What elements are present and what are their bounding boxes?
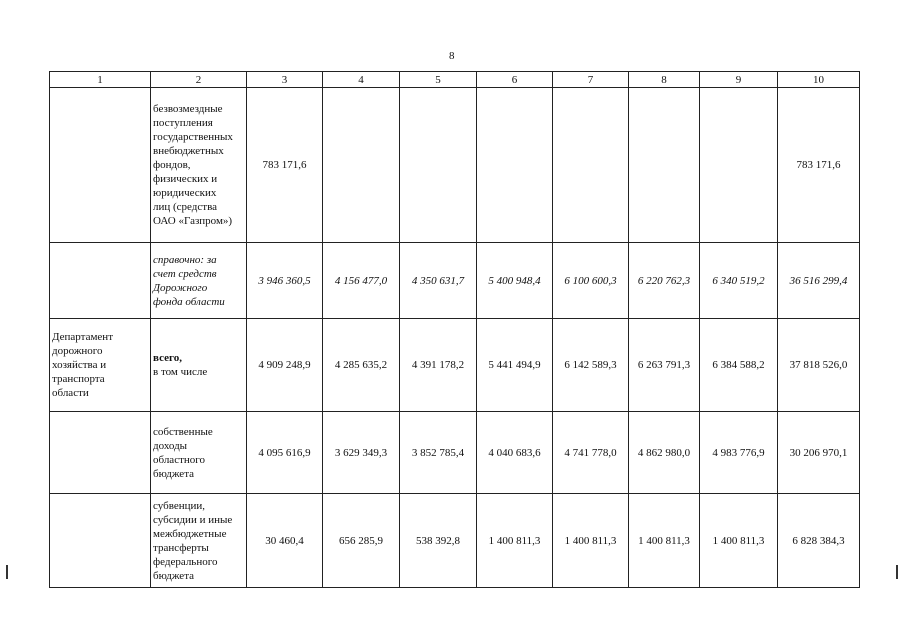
value-cell: [553, 88, 629, 243]
scan-edge-mark: [896, 565, 898, 579]
description-line: доходы: [153, 439, 188, 452]
department-line: области: [52, 387, 89, 399]
department-line: транспорта: [52, 373, 105, 385]
description-line: физических и: [153, 173, 218, 185]
page-number: 8: [449, 50, 455, 62]
department-cell: [50, 319, 151, 412]
value-cell: 3 946 360,5: [247, 243, 323, 319]
value-cell: [323, 88, 400, 243]
description-line: юридических: [153, 187, 217, 199]
column-number: 10: [778, 72, 860, 88]
description-line: собственные: [153, 425, 213, 438]
value-cell: 6 220 762,3: [629, 243, 700, 319]
description-line: счет средств: [153, 267, 217, 280]
description-line: безвозмездные: [153, 103, 223, 115]
department-cell: [50, 243, 151, 319]
description-line: поступления: [153, 117, 213, 129]
table-row: [50, 319, 860, 412]
column-number: 5: [400, 72, 477, 88]
description-line: межбюджетные: [153, 527, 227, 540]
description-line: фонда области: [153, 295, 225, 308]
table-row: [50, 88, 860, 243]
description-cell: [151, 243, 247, 319]
value-cell: 1 400 811,3: [553, 494, 629, 588]
value-cell: 36 516 299,4: [778, 243, 860, 319]
value-cell: 1 400 811,3: [629, 494, 700, 588]
value-cell: 6 100 600,3: [553, 243, 629, 319]
department-cell: [50, 88, 151, 243]
description-line: субсидии и иные: [153, 513, 233, 526]
department-line: дорожного: [52, 345, 103, 357]
column-number: 1: [50, 72, 151, 88]
description-cell: [151, 88, 247, 243]
column-number: 6: [477, 72, 553, 88]
scan-edge-mark: [6, 565, 8, 579]
value-cell: [700, 88, 778, 243]
description-line: государственных: [153, 131, 233, 143]
value-cell: 4 741 778,0: [553, 412, 629, 494]
column-number: 3: [247, 72, 323, 88]
description-line: бюджета: [153, 569, 195, 582]
description-line: трансферты: [153, 541, 209, 554]
department-cell: [50, 494, 151, 588]
value-cell: 30 206 970,1: [778, 412, 860, 494]
value-cell: 6 142 589,3: [553, 319, 629, 412]
table-row: [50, 243, 860, 319]
value-cell: 4 862 980,0: [629, 412, 700, 494]
description-line: субвенции,: [153, 499, 205, 512]
value-cell: [629, 88, 700, 243]
value-cell: 4 156 477,0: [323, 243, 400, 319]
table-row: [50, 494, 860, 588]
value-cell: 30 460,4: [247, 494, 323, 588]
value-cell: 1 400 811,3: [700, 494, 778, 588]
value-cell: [400, 88, 477, 243]
description-line: в том числе: [153, 366, 208, 378]
column-number-row: [50, 72, 860, 88]
value-cell: 6 340 519,2: [700, 243, 778, 319]
value-cell: 4 350 631,7: [400, 243, 477, 319]
value-cell: 4 391 178,2: [400, 319, 477, 412]
value-cell: 6 384 588,2: [700, 319, 778, 412]
description-line: Дорожного: [153, 281, 208, 294]
department-line: Департамент: [52, 331, 114, 343]
description-total-label: всего,: [153, 352, 182, 364]
value-cell: 4 983 776,9: [700, 412, 778, 494]
description-line: федерального: [153, 555, 218, 568]
description-cell: [151, 412, 247, 494]
value-cell: 656 285,9: [323, 494, 400, 588]
description-line: областного: [153, 453, 206, 466]
column-number: 7: [553, 72, 629, 88]
value-cell: 783 171,6: [247, 88, 323, 243]
column-number: 9: [700, 72, 778, 88]
department-cell: [50, 412, 151, 494]
description-cell: [151, 319, 247, 412]
value-cell: 37 818 526,0: [778, 319, 860, 412]
value-cell: 4 909 248,9: [247, 319, 323, 412]
description-line: справочно: за: [153, 253, 217, 266]
value-cell: 4 040 683,6: [477, 412, 553, 494]
description-line: фондов,: [153, 159, 191, 171]
value-cell: [477, 88, 553, 243]
column-number: 8: [629, 72, 700, 88]
value-cell: 538 392,8: [400, 494, 477, 588]
value-cell: 783 171,6: [778, 88, 860, 243]
value-cell: 3 852 785,4: [400, 412, 477, 494]
budget-table: [49, 71, 860, 588]
value-cell: 5 441 494,9: [477, 319, 553, 412]
department-line: хозяйства и: [52, 359, 107, 371]
description-line: ОАО «Газпром»): [153, 215, 233, 227]
value-cell: 6 263 791,3: [629, 319, 700, 412]
value-cell: 6 828 384,3: [778, 494, 860, 588]
column-number: 4: [323, 72, 400, 88]
description-cell: [151, 494, 247, 588]
value-cell: 5 400 948,4: [477, 243, 553, 319]
table-row: [50, 412, 860, 494]
description-line: внебюджетных: [153, 145, 224, 157]
column-number: 2: [151, 72, 247, 88]
description-line: лиц (средства: [153, 201, 218, 213]
value-cell: 4 285 635,2: [323, 319, 400, 412]
description-line: бюджета: [153, 467, 195, 480]
value-cell: 1 400 811,3: [477, 494, 553, 588]
value-cell: 4 095 616,9: [247, 412, 323, 494]
value-cell: 3 629 349,3: [323, 412, 400, 494]
